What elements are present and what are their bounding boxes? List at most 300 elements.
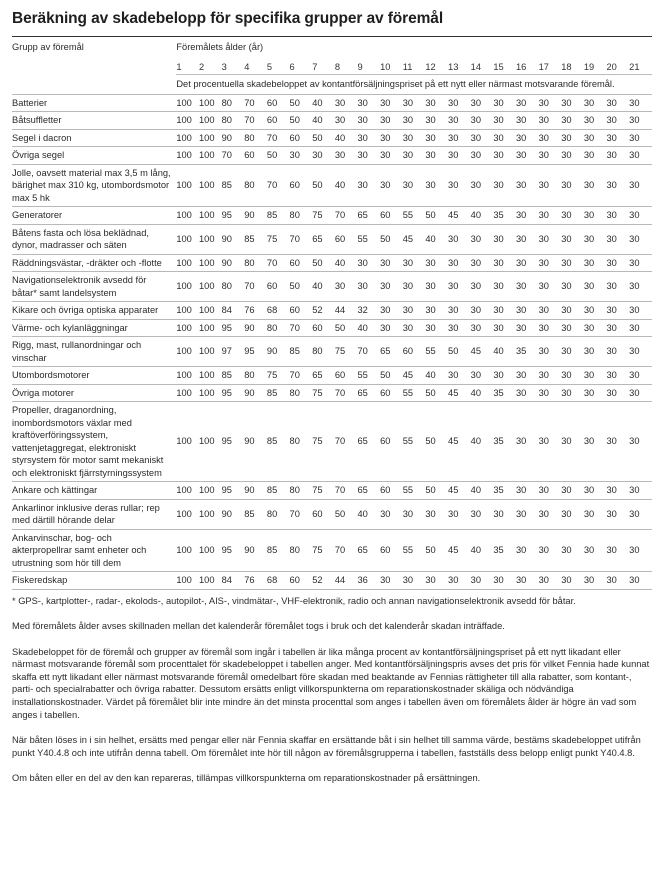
age-header-cell: 7 [312,61,318,72]
percentage-cell: 55 [403,402,426,482]
percentage-cell: 30 [607,319,630,337]
percentage-cell: 30 [471,272,494,302]
percentage-cell: 85 [244,499,267,529]
notes-section [12,595,652,786]
page-title: Beräkning av skadebelopp för specifika grupper av föremål [12,10,444,27]
percentage-cell: 100 [176,482,199,500]
percentage-cell: 30 [539,499,562,529]
group-column-header: Grupp av föremål [12,37,176,58]
percentage-cell: 30 [493,147,516,165]
paragraph-total-loss: När båten löses in i sin helhet, ersätts med pengar eller när Fennia skaffar en ersättande båt i sin helhet till samma värde, bestäms skadebeloppet utifrån punkt Y40.4.8 och inte utifrån denna tabell. Om föremålet inte hör till någon av föremålsgrupperna i tabellen, fastställs dess belopp enligt punkt Y40.4.8. [12,735,641,758]
percentage-cell: 40 [312,112,335,130]
percentage-cell: 70 [335,384,358,402]
percentage-cell: 100 [199,529,222,572]
percentage-cell: 30 [335,147,358,165]
percentage-cell: 30 [629,384,652,402]
percentage-cell: 30 [403,94,426,112]
percentage-cell: 100 [176,254,199,272]
percentage-cell: 30 [471,319,494,337]
percentage-cell: 30 [448,94,471,112]
percentage-cell: 85 [222,367,245,385]
age-header-cell: 17 [538,61,549,72]
percentage-cell: 70 [357,337,380,367]
percentage-cell: 30 [539,337,562,367]
percentage-cell: 30 [539,384,562,402]
percentage-cell: 30 [629,207,652,225]
percentage-cell: 80 [290,384,313,402]
percentage-cell: 65 [357,482,380,500]
percentage-cell: 100 [199,272,222,302]
age-header-cell: 21 [629,61,640,72]
percentage-cell: 30 [493,319,516,337]
percentage-cell: 30 [607,147,630,165]
percentage-cell: 100 [176,129,199,147]
empty-cell [12,57,176,75]
percentage-cell: 30 [539,367,562,385]
percentage-cell: 100 [199,337,222,367]
percentage-cell: 60 [267,112,290,130]
row-label: Navigationselektronik avsedd för båtar* samt landelsystem [12,272,176,302]
percentage-cell: 85 [267,482,290,500]
row-label: Båtsuffletter [12,112,176,130]
percentage-cell: 30 [539,94,562,112]
age-header-cell: 15 [493,61,504,72]
percentage-cell: 35 [516,337,539,367]
percentage-cell: 30 [403,272,426,302]
percentage-cell: 100 [176,337,199,367]
percentage-cell: 30 [403,499,426,529]
percentage-cell: 70 [244,94,267,112]
percentage-cell: 30 [584,129,607,147]
percentage-cell: 30 [629,224,652,254]
percentage-cell: 90 [244,384,267,402]
percentage-cell: 30 [539,129,562,147]
percentage-cell: 30 [471,254,494,272]
percentage-cell: 35 [493,207,516,225]
percentage-cell: 80 [244,254,267,272]
percentage-cell: 30 [539,164,562,207]
percentage-cell: 90 [267,337,290,367]
percentage-cell: 100 [176,164,199,207]
percentage-cell: 100 [176,147,199,165]
age-header-cell: 10 [380,61,391,72]
percentage-cell: 55 [357,224,380,254]
percentage-cell: 85 [267,384,290,402]
percentage-cell: 100 [176,402,199,482]
percentage-cell: 90 [244,319,267,337]
percentage-cell: 30 [629,402,652,482]
percentage-cell: 50 [335,499,358,529]
percentage-cell: 50 [335,319,358,337]
percentage-cell: 80 [267,319,290,337]
percentage-cell: 30 [335,94,358,112]
percentage-cell: 30 [448,367,471,385]
percentage-cell: 60 [380,482,403,500]
percentage-cell: 60 [380,529,403,572]
table-row [12,112,652,130]
percentage-cell: 30 [584,164,607,207]
table-row [12,302,652,320]
percentage-cell: 30 [561,337,584,367]
table-row [12,402,652,482]
percentage-cell: 100 [199,147,222,165]
percentage-cell: 30 [629,302,652,320]
percentage-cell: 30 [561,147,584,165]
percentage-cell: 90 [222,129,245,147]
footnote: * GPS-, kartplotter-, radar-, ekolods-, autopilot-, AIS-, vindmätar-, VHF-elektronik, radio och annan navigationselektronik avsedd för båtar. [12,595,576,606]
row-label: Propeller, draganordning, inombordsmotors växlar med kraftöverföringssystem, vattenjetaggregat, elektroniskt styrsystem för motor samt mekaniskt och elektroniskt fjärrstyrningssystem [12,402,176,482]
row-label: Segel i dacron [12,129,176,147]
percentage-cell: 40 [312,94,335,112]
percentage-cell: 30 [516,384,539,402]
percentage-cell: 50 [380,367,403,385]
percentage-cell: 30 [516,112,539,130]
percentage-cell: 30 [629,129,652,147]
percentage-cell: 60 [380,384,403,402]
percentage-cell: 60 [380,402,403,482]
percentage-cell: 85 [267,207,290,225]
age-header-cell: 13 [448,61,459,72]
percentage-cell: 30 [290,147,313,165]
percentage-cell: 40 [357,499,380,529]
percentage-cell: 95 [222,384,245,402]
percentage-cell: 50 [290,94,313,112]
percentage-cell: 100 [199,499,222,529]
percentage-cell: 75 [312,207,335,225]
percentage-cell: 97 [222,337,245,367]
percentage-cell: 100 [176,572,199,590]
percentage-cell: 45 [448,529,471,572]
age-header-cell: 14 [470,61,482,72]
percentage-cell: 50 [312,254,335,272]
percentage-cell: 30 [629,147,652,165]
percentage-cell: 30 [539,529,562,572]
percentage-cell: 30 [493,112,516,130]
percentage-cell: 30 [561,254,584,272]
percentage-cell: 30 [561,94,584,112]
percentage-cell: 65 [357,529,380,572]
percentage-cell: 30 [539,302,562,320]
percentage-cell: 30 [584,367,607,385]
percentage-cell: 30 [584,384,607,402]
percentage-cell: 30 [561,529,584,572]
percentage-cell: 68 [267,302,290,320]
percentage-cell: 75 [312,402,335,482]
percentage-cell: 30 [607,572,630,590]
table-row [12,367,652,385]
percentage-cell: 30 [539,572,562,590]
percentage-cell: 60 [290,129,313,147]
percentage-cell: 70 [222,147,245,165]
percentage-cell: 30 [629,272,652,302]
percentage-cell: 60 [290,302,313,320]
percentage-cell: 30 [403,572,426,590]
percentage-cell: 30 [493,129,516,147]
percentage-cell: 55 [403,482,426,500]
percentage-cell: 30 [425,129,448,147]
percentage-cell: 45 [448,482,471,500]
table-header-row [12,37,652,58]
percentage-cell: 30 [380,499,403,529]
percentage-cell: 30 [425,254,448,272]
percentage-cell: 30 [425,94,448,112]
percentage-cell: 70 [290,367,313,385]
percentage-cell: 70 [244,112,267,130]
percentage-cell: 30 [516,147,539,165]
percentage-cell: 30 [403,112,426,130]
percentage-cell: 30 [357,254,380,272]
percentage-cell: 100 [176,224,199,254]
percentage-cell: 85 [267,402,290,482]
percentage-cell: 80 [290,482,313,500]
percentage-cell: 30 [493,254,516,272]
percentage-cell: 70 [335,482,358,500]
percentage-cell: 100 [199,482,222,500]
percentage-cell: 30 [561,499,584,529]
empty-cell [12,75,176,95]
percentage-cell: 35 [493,529,516,572]
percentage-cell: 30 [312,147,335,165]
percentage-cell: 45 [448,384,471,402]
percentage-cell: 30 [471,94,494,112]
percentage-cell: 50 [290,112,313,130]
row-label: Ankarvinschar, bog- och akterpropellrar samt enheter och utrustning som hör till dem [12,529,176,572]
age-header-cell: 19 [583,61,595,72]
percentage-cell: 95 [222,529,245,572]
percentage-cell: 30 [493,499,516,529]
percentage-cell: 65 [357,402,380,482]
age-header-cell: 9 [357,61,363,72]
percentage-cell: 30 [607,482,630,500]
row-label: Ankare och kättingar [12,482,176,500]
percentage-cell: 30 [629,319,652,337]
percentage-cell: 30 [471,572,494,590]
percentage-cell: 30 [629,164,652,207]
percentage-cell: 35 [493,402,516,482]
row-label: Jolle, oavsett material max 3,5 m lång, bärighet max 310 kg, utombordsmotor max 5 hk [12,164,176,207]
percentage-cell: 30 [448,302,471,320]
age-header-cell: 2 [198,61,205,72]
percentage-cell: 30 [584,147,607,165]
percentage-cell: 30 [380,254,403,272]
table-row [12,94,652,112]
percentage-cell: 30 [448,164,471,207]
percentage-cell: 30 [471,224,494,254]
percentage-cell: 76 [244,302,267,320]
percentage-cell: 30 [561,302,584,320]
percentage-cell: 30 [539,319,562,337]
percentage-cell: 30 [403,254,426,272]
percentage-cell: 30 [471,112,494,130]
percentage-cell: 30 [584,207,607,225]
percentage-cell: 45 [448,402,471,482]
percentage-cell: 30 [516,572,539,590]
percentage-cell: 90 [244,402,267,482]
percentage-cell: 100 [199,402,222,482]
percentage-cell: 30 [471,302,494,320]
percentage-cell: 30 [539,482,562,500]
percentage-cell: 50 [290,272,313,302]
percentage-cell: 30 [561,112,584,130]
percentage-cell: 50 [425,529,448,572]
percentage-cell: 75 [267,224,290,254]
percentage-cell: 30 [629,94,652,112]
percentage-cell: 30 [516,272,539,302]
table-row [12,207,652,225]
percentage-cell: 100 [176,272,199,302]
table-row [12,254,652,272]
percentage-cell: 30 [516,402,539,482]
age-header-cell: 1 [176,61,182,72]
percentage-cell: 30 [425,319,448,337]
percentage-cell: 100 [199,254,222,272]
table-row [12,384,652,402]
percentage-cell: 50 [425,207,448,225]
row-label: Generatorer [12,207,176,225]
percentage-cell: 30 [448,129,471,147]
percentage-cell: 70 [290,224,313,254]
percentage-cell: 30 [584,402,607,482]
percentage-cell: 70 [290,319,313,337]
percentage-cell: 30 [629,572,652,590]
table-row [12,499,652,529]
percentage-cell: 30 [584,319,607,337]
percentage-cell: 35 [493,384,516,402]
age-column-header: Föremålets ålder (år) [176,37,652,58]
percentage-cell: 90 [244,529,267,572]
age-header-cell: 5 [266,61,273,72]
percentage-cell: 70 [290,499,313,529]
percentage-cell: 52 [312,302,335,320]
paragraph-calculation: Skadebeloppet för de föremål och grupper av föremål som ingår i tabellen är lika många procent av kontantförsäljningspriset på ett nytt likadant eller närmast motsvarande föremål som procenttalet för skadebeloppet i tabellen anger. Med kontantförsäljningspris avses det pris för vilket Fennia hade kunnat skaffa ett nytt likadant eller närmast motsvarande föremål omedelbart före skadan med beaktande av Fennias rättigheter till alla rabatter, som kontant-, parti- och specialrabatter och övriga rabatter. Dessutom ersätts enligt villkorspunkterna om reparationskostnader skäliga och nödvändiga installationskostnader. Värdet på föremålet blir inte mindre än det minsta procenttal som anges i tabellen även om föremålets ålder är högre än vad som anges i tabellen. [12,646,650,720]
percentage-cell: 30 [607,94,630,112]
table-row [12,272,652,302]
percentage-cell: 30 [471,499,494,529]
percentage-cell: 30 [584,337,607,367]
row-label: Utombordsmotorer [12,367,176,385]
percentage-cell: 80 [222,272,245,302]
percentage-cell: 100 [176,207,199,225]
percentage-cell: 30 [516,254,539,272]
percentage-cell: 75 [335,337,358,367]
percentage-cell: 30 [561,272,584,302]
percentage-cell: 50 [425,482,448,500]
percentage-cell: 40 [335,129,358,147]
percentage-cell: 100 [199,129,222,147]
percentage-cell: 100 [199,112,222,130]
percentage-cell: 35 [493,482,516,500]
percentage-cell: 30 [357,147,380,165]
percentage-cell: 40 [471,402,494,482]
percentage-cell: 30 [607,529,630,572]
percentage-cell: 40 [357,319,380,337]
percentage-cell: 30 [425,112,448,130]
percentage-cell: 44 [335,302,358,320]
percentage-cell: 52 [312,572,335,590]
age-header-cell: 16 [515,61,527,72]
percentage-cell: 95 [222,402,245,482]
percentage-cell: 50 [312,129,335,147]
percentage-cell: 30 [380,94,403,112]
percentage-cell: 36 [357,572,380,590]
percentage-cell: 30 [357,272,380,302]
percentage-cell: 65 [357,384,380,402]
percentage-cell: 90 [222,254,245,272]
age-header-cell: 11 [402,61,413,72]
age-definition: Med föremålets ålder avses skillnaden mellan det kalenderår föremålet togs i bruk och det kalenderår skadan inträffade. [12,621,505,632]
percentage-cell: 40 [425,224,448,254]
percentage-cell: 30 [584,529,607,572]
percentage-cell: 50 [425,384,448,402]
percentage-cell: 60 [267,272,290,302]
percentage-cell: 45 [471,337,494,367]
percentage-cell: 30 [539,402,562,482]
percentage-cell: 65 [312,367,335,385]
percentage-cell: 80 [244,367,267,385]
percentage-cell: 30 [629,112,652,130]
percentage-cell: 30 [471,367,494,385]
table-row [12,147,652,165]
row-label: Övriga motorer [12,384,176,402]
percentage-cell: 100 [199,94,222,112]
percentage-cell: 30 [448,572,471,590]
percentage-cell: 80 [244,129,267,147]
percentage-cell: 30 [607,224,630,254]
percentage-cell: 80 [290,529,313,572]
percentage-cell: 30 [403,129,426,147]
row-label: Ankarlinor inklusive deras rullar; rep med därtill hörande delar [12,499,176,529]
percentage-cell: 30 [493,367,516,385]
percentage-cell: 30 [561,224,584,254]
row-label: Batterier [12,94,176,112]
percentage-cell: 30 [471,147,494,165]
table-row [12,224,652,254]
percentage-cell: 40 [425,367,448,385]
percentage-cell: 30 [471,129,494,147]
percentage-cell: 30 [607,254,630,272]
percentage-cell: 30 [629,482,652,500]
percentage-cell: 76 [244,572,267,590]
percentage-cell: 30 [561,164,584,207]
percentage-cell: 70 [267,254,290,272]
depreciation-table [12,36,652,590]
percentage-cell: 60 [312,499,335,529]
percentage-cell: 85 [290,337,313,367]
percentage-cell: 100 [199,572,222,590]
percentage-cell: 60 [312,319,335,337]
percentage-cell: 65 [357,207,380,225]
percentage-cell: 75 [312,529,335,572]
percentage-cell: 30 [403,164,426,207]
percentage-cell: 30 [629,254,652,272]
percentage-cell: 40 [471,384,494,402]
percentage-cell: 30 [516,529,539,572]
percentage-cell: 84 [222,572,245,590]
percentage-cell: 90 [222,499,245,529]
percentage-cell: 30 [448,499,471,529]
percentage-cell: 30 [629,337,652,367]
percentage-cell: 80 [267,499,290,529]
percentage-cell: 100 [199,367,222,385]
percentage-cell: 30 [607,384,630,402]
row-label: Räddningsvästar, -dräkter och -flotte [12,254,176,272]
table-row [12,482,652,500]
percentage-cell: 70 [335,402,358,482]
percentage-cell: 40 [471,207,494,225]
percentage-cell: 30 [561,572,584,590]
percentage-cell: 30 [448,112,471,130]
percentage-cell: 30 [584,94,607,112]
